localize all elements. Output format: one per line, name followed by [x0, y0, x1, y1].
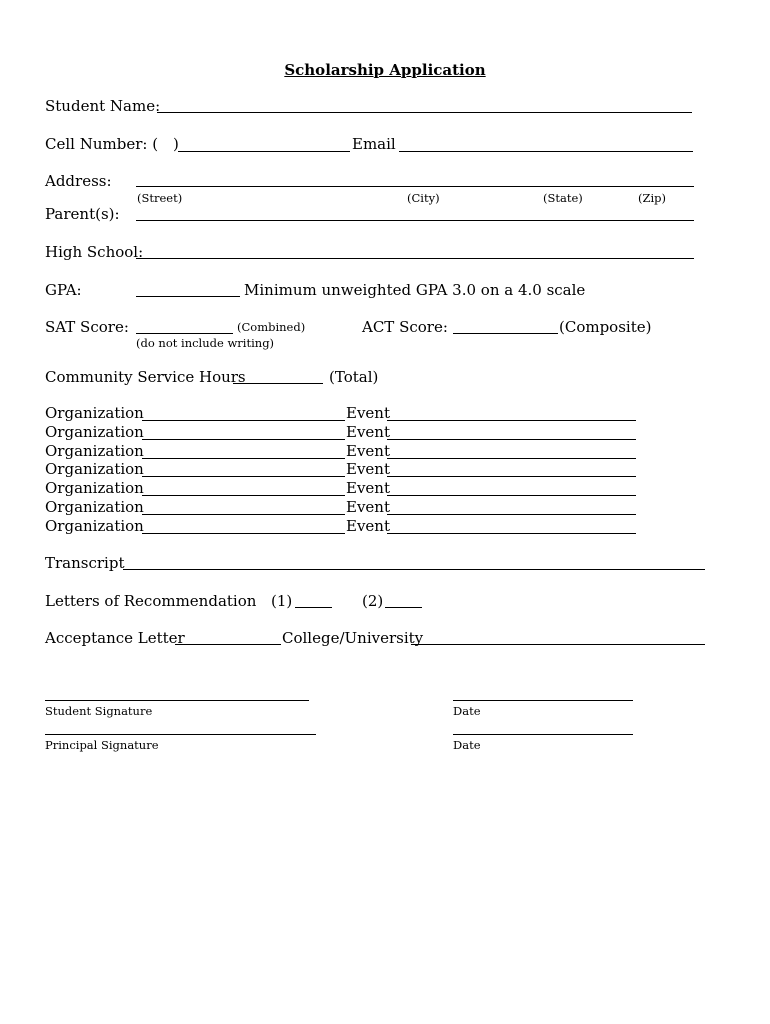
parents-line[interactable]: [136, 220, 694, 221]
sat-combined-caption: (Combined): [237, 320, 306, 334]
act-line[interactable]: [453, 333, 558, 334]
acceptance-label: Acceptance Letter: [45, 629, 185, 647]
event-label: Event: [346, 442, 390, 460]
org-row: [45, 462, 645, 480]
date-label: Date: [453, 704, 481, 718]
organization-label: Organization: [45, 423, 144, 441]
email-line[interactable]: [399, 151, 693, 152]
student-signature-line[interactable]: [45, 700, 309, 701]
street-caption: (Street): [137, 191, 183, 205]
cell-number-label: Cell Number: (: [45, 135, 159, 153]
high-school-label: High School:: [45, 243, 144, 261]
organization-label: Organization: [45, 517, 144, 535]
organization-label: Organization: [45, 498, 144, 516]
event-label: Event: [346, 423, 390, 441]
organization-label: Organization: [45, 442, 144, 460]
email-label: Email: [352, 135, 396, 153]
address-label: Address:: [45, 172, 112, 190]
organization-line[interactable]: [142, 420, 345, 421]
letters-label: Letters of Recommendation: [45, 592, 257, 610]
org-row: [45, 425, 645, 443]
organization-line[interactable]: [142, 476, 345, 477]
date-line[interactable]: [453, 734, 633, 735]
high-school-line[interactable]: [136, 258, 694, 259]
student-signature-label: Student Signature: [45, 704, 153, 718]
letter-2-label: (2): [362, 592, 384, 610]
date-label: Date: [453, 738, 481, 752]
organization-label: Organization: [45, 404, 144, 422]
organization-label: Organization: [45, 460, 144, 478]
event-label: Event: [346, 460, 390, 478]
letter-2-line[interactable]: [385, 607, 422, 608]
transcript-line[interactable]: [123, 569, 705, 570]
event-line[interactable]: [387, 420, 636, 421]
service-hours-line[interactable]: [233, 383, 323, 384]
address-line[interactable]: [136, 186, 694, 187]
letter-1-label: (1): [271, 592, 293, 610]
page-title: Scholarship Application: [284, 61, 486, 79]
principal-signature-label: Principal Signature: [45, 738, 159, 752]
organization-line[interactable]: [142, 439, 345, 440]
org-row: [45, 481, 645, 499]
event-label: Event: [346, 498, 390, 516]
org-row: [45, 519, 645, 537]
organization-label: Organization: [45, 479, 144, 497]
city-caption: (City): [407, 191, 440, 205]
student-name-line[interactable]: [157, 112, 692, 113]
college-line[interactable]: [411, 644, 705, 645]
organization-line[interactable]: [142, 458, 345, 459]
principal-signature-line[interactable]: [45, 734, 316, 735]
organization-line[interactable]: [142, 495, 345, 496]
college-label: College/University: [282, 629, 424, 647]
sat-note: (do not include writing): [136, 336, 275, 350]
date-line[interactable]: [453, 700, 633, 701]
cell-number-line[interactable]: [178, 151, 350, 152]
organization-line[interactable]: [142, 514, 345, 515]
event-line[interactable]: [387, 439, 636, 440]
student-name-label: Student Name:: [45, 97, 161, 115]
organization-line[interactable]: [142, 533, 345, 534]
sat-line[interactable]: [136, 333, 233, 334]
gpa-note: Minimum unweighted GPA 3.0 on a 4.0 scale: [244, 281, 586, 299]
event-label: Event: [346, 517, 390, 535]
sat-label: SAT Score:: [45, 318, 129, 336]
event-line[interactable]: [387, 458, 636, 459]
org-row: [45, 406, 645, 424]
parents-label: Parent(s):: [45, 205, 120, 223]
cell-paren-close: ): [173, 135, 179, 153]
gpa-label: GPA:: [45, 281, 82, 299]
gpa-line[interactable]: [136, 296, 240, 297]
service-total-caption: (Total): [329, 368, 379, 386]
event-label: Event: [346, 479, 390, 497]
act-composite-caption: (Composite): [559, 318, 652, 336]
acceptance-line[interactable]: [175, 644, 281, 645]
zip-caption: (Zip): [638, 191, 667, 205]
act-label: ACT Score:: [362, 318, 448, 336]
service-hours-label: Community Service Hours: [45, 368, 246, 386]
event-line[interactable]: [387, 495, 636, 496]
transcript-label: Transcript: [45, 554, 125, 572]
org-row: [45, 500, 645, 518]
event-label: Event: [346, 404, 390, 422]
event-line[interactable]: [387, 533, 636, 534]
state-caption: (State): [543, 191, 583, 205]
event-line[interactable]: [387, 476, 636, 477]
event-line[interactable]: [387, 514, 636, 515]
letter-1-line[interactable]: [295, 607, 332, 608]
